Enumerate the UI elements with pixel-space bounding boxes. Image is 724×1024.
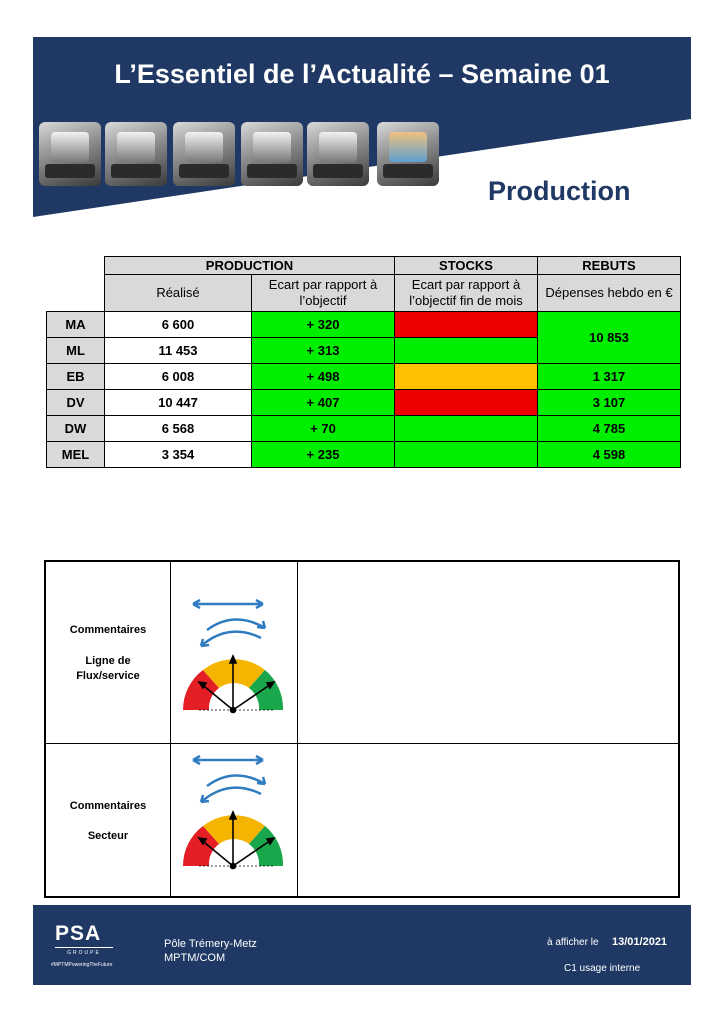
- comment-text-area[interactable]: [298, 562, 678, 743]
- stock-status-cell: [395, 364, 538, 390]
- stock-status-cell: [395, 442, 538, 468]
- gearbox-photo-icon: [241, 122, 303, 186]
- comment-label: [46, 562, 171, 743]
- col-stocks-ecart: Ecart par rapport à l’objectif fin de mois: [395, 275, 538, 312]
- row-label: DW: [47, 416, 105, 442]
- footer-department: MPTM/COM: [164, 952, 226, 964]
- gauge-cell: [171, 562, 298, 743]
- table-row: [47, 442, 681, 468]
- ecart-cell: + 235: [252, 442, 395, 468]
- header-rebuts: REBUTS: [538, 257, 681, 275]
- rebuts-cell: 3 107: [538, 390, 681, 416]
- stock-status-cell: [395, 312, 538, 338]
- comment-label: [46, 744, 171, 896]
- rebuts-cell: 4 785: [538, 416, 681, 442]
- table-row: [47, 364, 681, 390]
- comment-subtitle: Secteur: [87, 830, 129, 842]
- realise-cell: 11 453: [105, 338, 252, 364]
- table-corner: [47, 275, 105, 312]
- footer-banner: [33, 905, 691, 985]
- gearbox-photo-icon: [105, 122, 167, 186]
- trend-gauge-icon: [179, 752, 289, 882]
- stock-status-cell: [395, 338, 538, 364]
- realise-cell: 6 568: [105, 416, 252, 442]
- classification-label: C1 usage interne: [564, 963, 641, 974]
- engine-photo-icon: [39, 122, 101, 186]
- row-label: MA: [47, 312, 105, 338]
- ecart-cell: + 498: [252, 364, 395, 390]
- header-stocks: STOCKS: [395, 257, 538, 275]
- row-label: EB: [47, 364, 105, 390]
- trend-gauge-icon: [179, 596, 289, 726]
- comments-box: [44, 560, 680, 898]
- hybrid-motor-photo-icon: [377, 122, 439, 186]
- production-table: [46, 256, 681, 468]
- rebuts-cell: 10 853: [538, 312, 681, 364]
- comment-title: Commentaires: [69, 800, 147, 812]
- engine-photo-icon: [307, 122, 369, 186]
- ecart-cell: + 407: [252, 390, 395, 416]
- engine-photo-icon: [173, 122, 235, 186]
- col-depenses: Dépenses hebdo en €: [538, 275, 681, 312]
- ecart-cell: + 313: [252, 338, 395, 364]
- row-label: MEL: [47, 442, 105, 468]
- table-row: [47, 416, 681, 442]
- header-production: PRODUCTION: [105, 257, 395, 275]
- psa-logo: PSA: [55, 922, 102, 945]
- ecart-cell: + 70: [252, 416, 395, 442]
- table-row: [47, 312, 681, 338]
- ecart-cell: + 320: [252, 312, 395, 338]
- comment-row-sector: [46, 744, 678, 896]
- col-ecart: Ecart par rapport à l’objectif: [252, 275, 395, 312]
- row-label: ML: [47, 338, 105, 364]
- realise-cell: 6 008: [105, 364, 252, 390]
- col-realise: Réalisé: [105, 275, 252, 312]
- table-row: [47, 390, 681, 416]
- comment-title: Commentaires: [69, 624, 147, 636]
- table-corner: [47, 257, 105, 275]
- realise-cell: 10 447: [105, 390, 252, 416]
- stock-status-cell: [395, 390, 538, 416]
- footer-org: Pôle Trémery-Metz: [164, 938, 257, 950]
- comment-row-line: [46, 562, 678, 744]
- page-title: L’Essentiel de l’Actualité – Semaine 01: [114, 59, 610, 89]
- psa-logo-subtitle: GROUPE: [55, 947, 113, 956]
- gauge-cell: [171, 744, 298, 896]
- rebuts-cell: 4 598: [538, 442, 681, 468]
- display-date: 13/01/2021: [612, 936, 668, 948]
- stock-status-cell: [395, 416, 538, 442]
- row-label: DV: [47, 390, 105, 416]
- realise-cell: 6 600: [105, 312, 252, 338]
- comment-subtitle: Ligne de Flux/service: [76, 655, 140, 682]
- comment-text-area[interactable]: [298, 744, 678, 896]
- section-title: Production: [488, 176, 631, 206]
- realise-cell: 3 354: [105, 442, 252, 468]
- hashtag: #MPTMPoweringTheFuture: [51, 962, 113, 968]
- display-date-label: à afficher le: [547, 937, 599, 948]
- rebuts-cell: 1 317: [538, 364, 681, 390]
